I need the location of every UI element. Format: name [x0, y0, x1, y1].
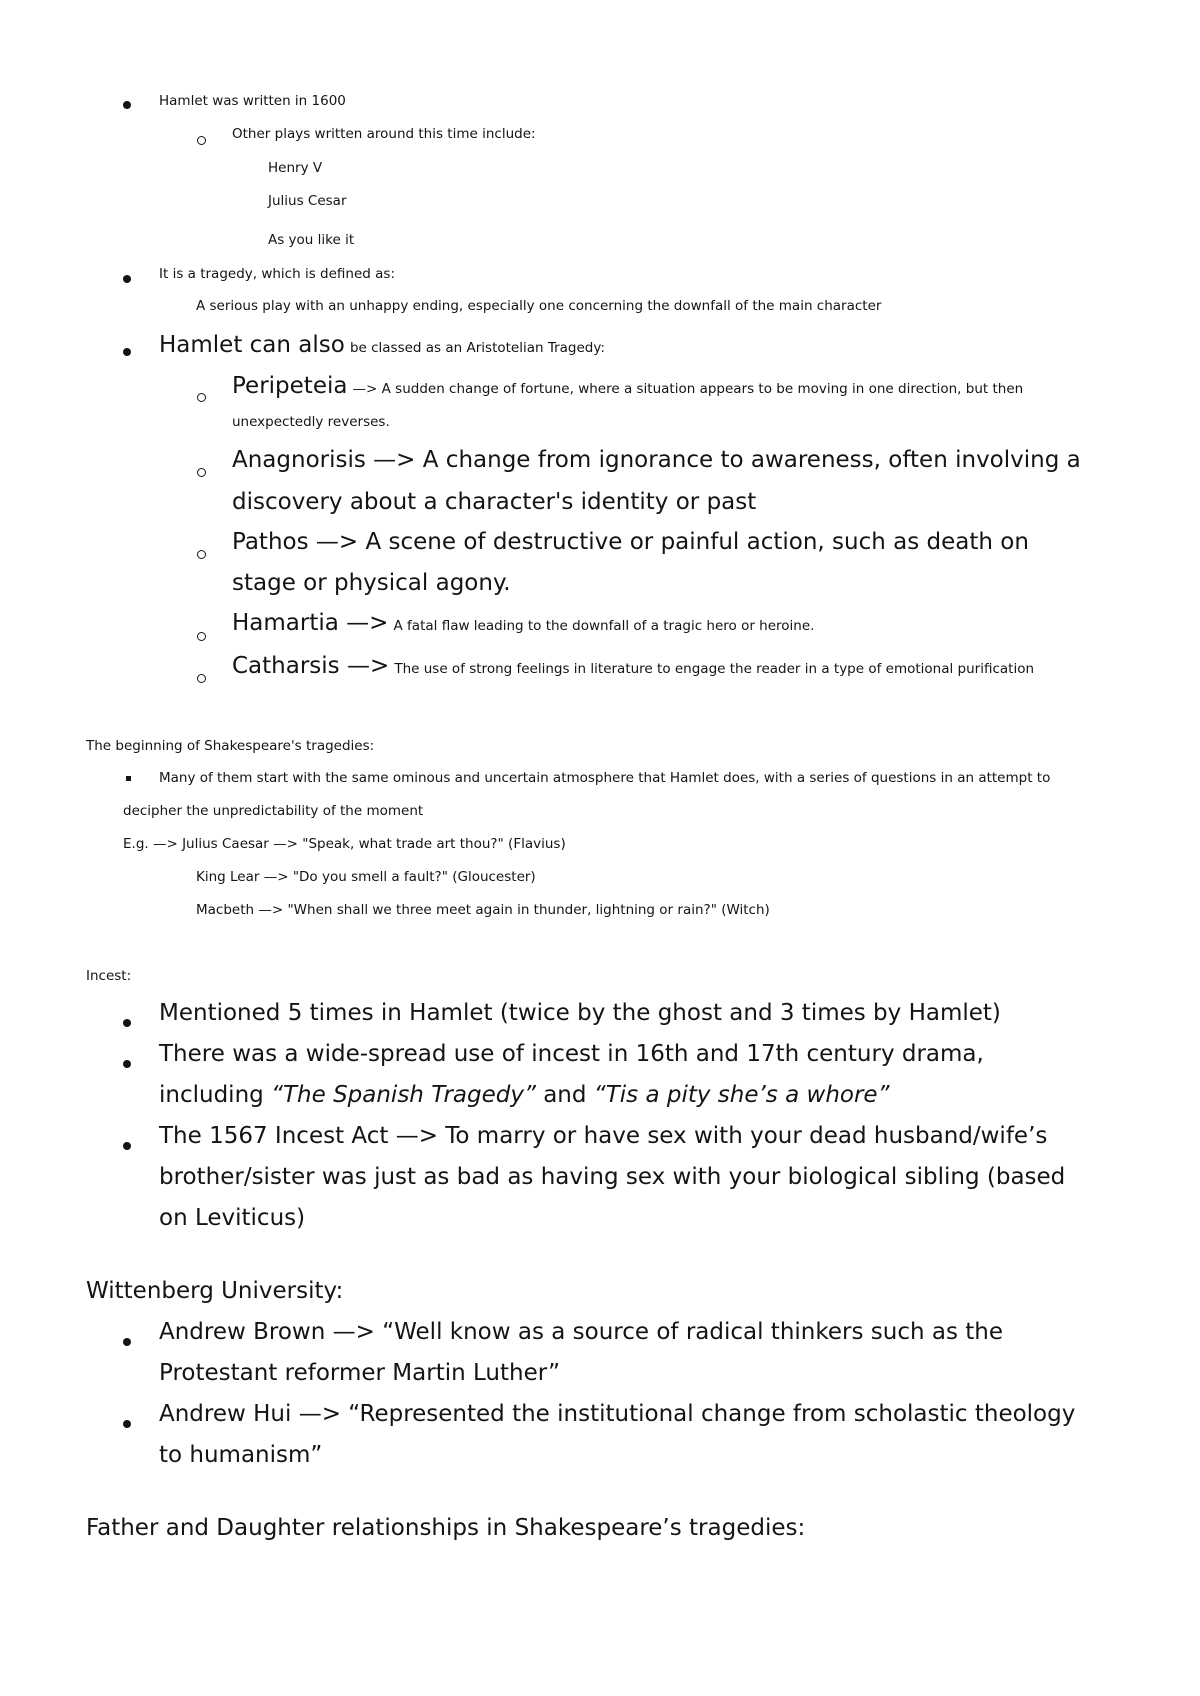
pathos-line-cont: stage or physical agony.: [232, 570, 511, 596]
example-julius-caesar: E.g. —> Julius Caesar —> "Speak, what trade art thou?" (Flavius): [123, 836, 566, 852]
peripeteia-definition: —> A sudden change of fortune, where a situation appears to be moving in one direction, but then: [352, 381, 1024, 397]
aristotelian-line: [159, 332, 605, 360]
tragedies-point: Many of them start with the same ominous and uncertain atmosphere that Hamlet does, with a series of questions in an attempt to: [159, 770, 1051, 786]
catharsis-line: [232, 653, 1034, 681]
tragedies-point-cont: decipher the unpredictability of the moment: [123, 803, 424, 819]
incest-point-mentioned: Mentioned 5 times in Hamlet (twice by the ghost and 3 times by Hamlet): [159, 1000, 1001, 1026]
bullet-circle-icon: [197, 136, 206, 145]
father-daughter-heading: Father and Daughter relationships in Shakespeare’s tragedies:: [86, 1515, 806, 1541]
aristotelian-small-text: be classed as an Aristotelian Tragedy:: [349, 340, 605, 356]
incest-act-line-2: brother/sister was just as bad as having sex with your biological sibling (based: [159, 1164, 1066, 1190]
incest-point-drama-cont: [159, 1082, 889, 1110]
peripeteia-line: [232, 373, 1023, 401]
hamartia-term: Hamartia —>: [232, 610, 389, 636]
play-item: As you like it: [268, 232, 355, 248]
andrew-hui-quote: Andrew Hui —> “Represented the institutional change from scholastic theology: [159, 1401, 1076, 1427]
hamartia-definition: A fatal flaw leading to the downfall of a tragic hero or heroine.: [393, 618, 815, 634]
tragedy-definition: A serious play with an unhappy ending, especially one concerning the downfall of the main character: [196, 298, 882, 314]
incest-point-drama: There was a wide-spread use of incest in 16th and 17th century drama,: [159, 1041, 984, 1067]
bullet-dot-icon: [123, 1420, 131, 1428]
bullet-square-icon: [126, 776, 131, 781]
title-spanish-tragedy: “The Spanish Tragedy”: [271, 1082, 536, 1108]
bullet-dot-icon: [123, 1060, 131, 1068]
play-item: Julius Cesar: [268, 193, 347, 209]
written-date-text: Hamlet was written in 1600: [159, 93, 346, 109]
anagnorisis-line: Anagnorisis —> A change from ignorance to awareness, often involving a: [232, 447, 1081, 473]
catharsis-definition: The use of strong feelings in literature to engage the reader in a type of emotional purification: [394, 661, 1035, 677]
bullet-dot-icon: [123, 1338, 131, 1346]
hamartia-line: [232, 610, 814, 638]
other-plays-intro: Other plays written around this time include:: [232, 126, 536, 142]
bullet-circle-icon: [197, 468, 206, 477]
example-king-lear: King Lear —> "Do you smell a fault?" (Gloucester): [196, 869, 536, 885]
bullet-dot-icon: [123, 275, 131, 283]
bullet-dot-icon: [123, 1019, 131, 1027]
title-tis-a-pity: “Tis a pity she’s a whore”: [593, 1082, 890, 1108]
bullet-circle-icon: [197, 393, 206, 402]
and-text: and: [535, 1082, 594, 1108]
play-item: Henry V: [268, 160, 323, 176]
tragedies-beginning-heading: The beginning of Shakespeare's tragedies:: [86, 738, 375, 754]
andrew-hui-quote-cont: to humanism”: [159, 1442, 323, 1468]
catharsis-term: Catharsis —>: [232, 653, 390, 679]
peripeteia-term: Peripeteia: [232, 373, 348, 399]
including-text: including: [159, 1082, 272, 1108]
andrew-brown-quote: Andrew Brown —> “Well know as a source of radical thinkers such as the: [159, 1319, 1003, 1345]
incest-act-line: The 1567 Incest Act —> To marry or have sex with your dead husband/wife’s: [159, 1123, 1048, 1149]
example-macbeth: Macbeth —> "When shall we three meet again in thunder, lightning or rain?" (Witch): [196, 902, 770, 918]
wittenberg-heading: Wittenberg University:: [86, 1278, 344, 1304]
bullet-circle-icon: [197, 632, 206, 641]
andrew-brown-quote-cont: Protestant reformer Martin Luther”: [159, 1360, 561, 1386]
tragedy-intro: It is a tragedy, which is defined as:: [159, 266, 395, 282]
bullet-dot-icon: [123, 101, 131, 109]
anagnorisis-line-cont: discovery about a character's identity or past: [232, 489, 757, 515]
peripeteia-definition-cont: unexpectedly reverses.: [232, 414, 390, 430]
bullet-circle-icon: [197, 674, 206, 683]
bullet-dot-icon: [123, 348, 131, 356]
bullet-circle-icon: [197, 550, 206, 559]
incest-heading: Incest:: [86, 968, 132, 984]
bullet-dot-icon: [123, 1142, 131, 1150]
pathos-line: Pathos —> A scene of destructive or painful action, such as death on: [232, 529, 1029, 555]
aristotelian-big-text: Hamlet can also: [159, 332, 345, 358]
incest-act-line-3: on Leviticus): [159, 1205, 306, 1231]
